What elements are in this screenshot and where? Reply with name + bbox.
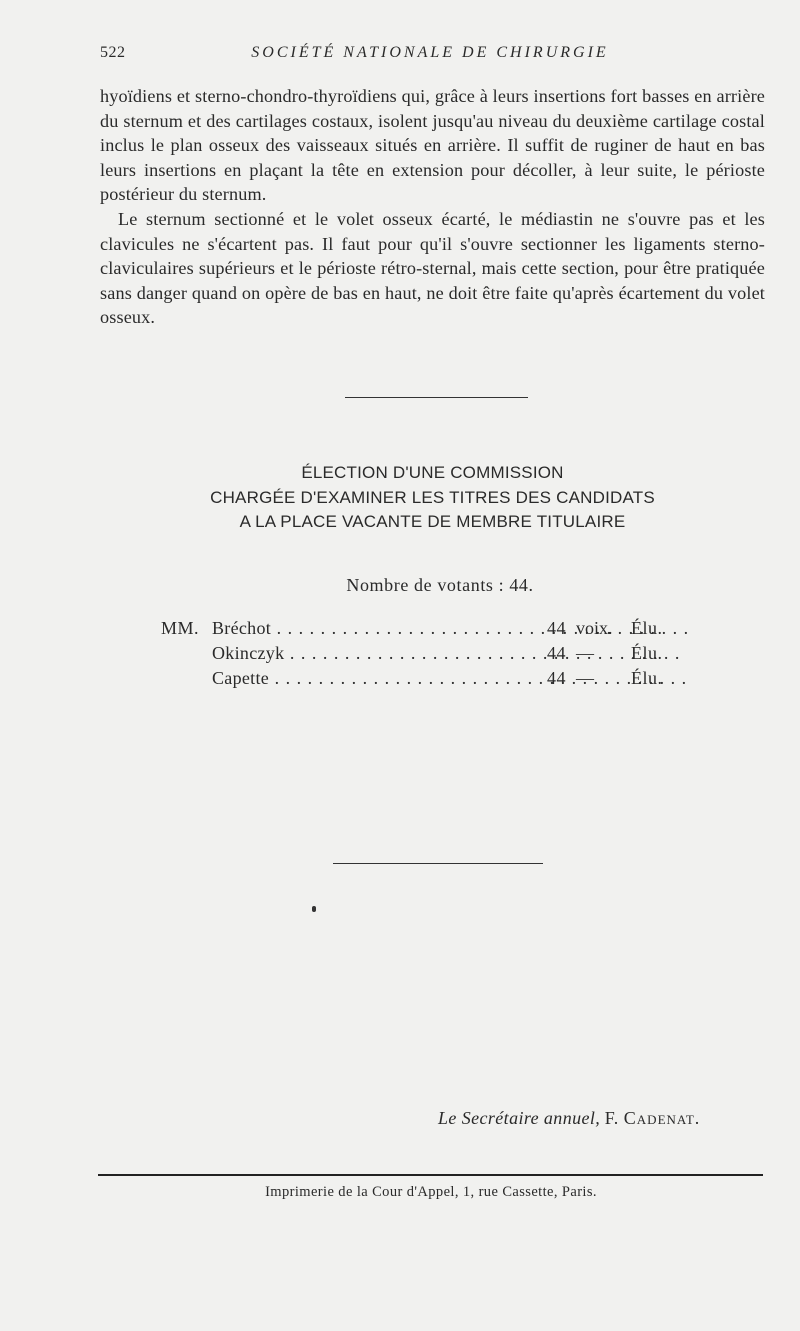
election-status: Élu. <box>631 643 663 663</box>
page-number: 522 <box>100 44 126 61</box>
mm-prefix: MM. <box>161 618 200 638</box>
vote-unit: — <box>576 643 594 663</box>
candidate-name: Capette . . . <box>212 666 687 691</box>
heading-line-1: ÉLECTION D'UNE COMMISSION <box>301 463 564 482</box>
election-status: Élu. <box>631 668 663 688</box>
body-text <box>100 84 765 330</box>
signature <box>438 1108 768 1129</box>
section-divider-bottom <box>333 863 543 864</box>
result-row <box>161 666 721 691</box>
signature-name <box>605 1108 701 1128</box>
ink-speck <box>312 906 316 912</box>
result-row <box>161 616 721 641</box>
paragraph-2: Le sternum sectionné et le volet osseux écarté, le médiastin ne s'ouvre pas et les clavicules ne s'écartent pas. Il faut pour qu'il s'ouvre sectionner les ligaments sterno-claviculaires supérieurs et le périoste rétro-sternal, mais cette section, pour être pratiquée sans danger quand on opère de bas en haut, ne doit être faite qu'après écartement du volet osseux. <box>100 208 765 328</box>
vote-count: 44 <box>547 643 566 663</box>
signature-surname: Cadenat. <box>623 1108 701 1128</box>
section-divider-top <box>345 397 528 398</box>
page-header <box>100 44 760 68</box>
election-status: Élu. <box>631 618 663 638</box>
vote-unit: — <box>576 668 594 688</box>
heading-line-3: A LA PLACE VACANTE DE MEMBRE TITULAIRE <box>239 512 626 531</box>
candidate-name: Bréchot . . . <box>212 616 687 641</box>
signature-role: Le Secrétaire annuel, <box>438 1108 601 1128</box>
results-list <box>161 616 721 691</box>
printer-imprint: Imprimerie de la Cour d'Appel, 1, rue Cassette, Paris. <box>265 1184 597 1200</box>
votants-count: Nombre de votants : 44. <box>346 575 534 595</box>
signature-initial: F. <box>604 1108 619 1128</box>
footer-rule <box>98 1174 763 1176</box>
election-heading <box>100 461 765 535</box>
vote-count: 44 <box>547 618 566 638</box>
result-row <box>161 641 721 666</box>
vote-count: 44 <box>547 668 566 688</box>
running-title: SOCIÉTÉ NATIONALE DE CHIRURGIE <box>251 44 609 61</box>
vote-unit: voix. <box>576 618 613 638</box>
paragraph-1: hyoïdiens et sterno-chondro-thyroïdiens qui, grâce à leurs insertions fort basses en arrière du sternum et des cartilages costaux, isolent jusqu'au niveau du deuxième cartilage costal inclus le plan osseux des vaisseaux situés en arrière. Il suffit de ruginer de haut en bas leurs insertions en plaçant la tête en extension pour décoller, à leur suite, le périoste postérieur du sternum. <box>100 86 765 205</box>
heading-line-2: CHARGÉE D'EXAMINER LES TITRES DES CANDIDATS <box>210 487 655 507</box>
candidate-name: Okinczyk . . . <box>212 641 687 666</box>
